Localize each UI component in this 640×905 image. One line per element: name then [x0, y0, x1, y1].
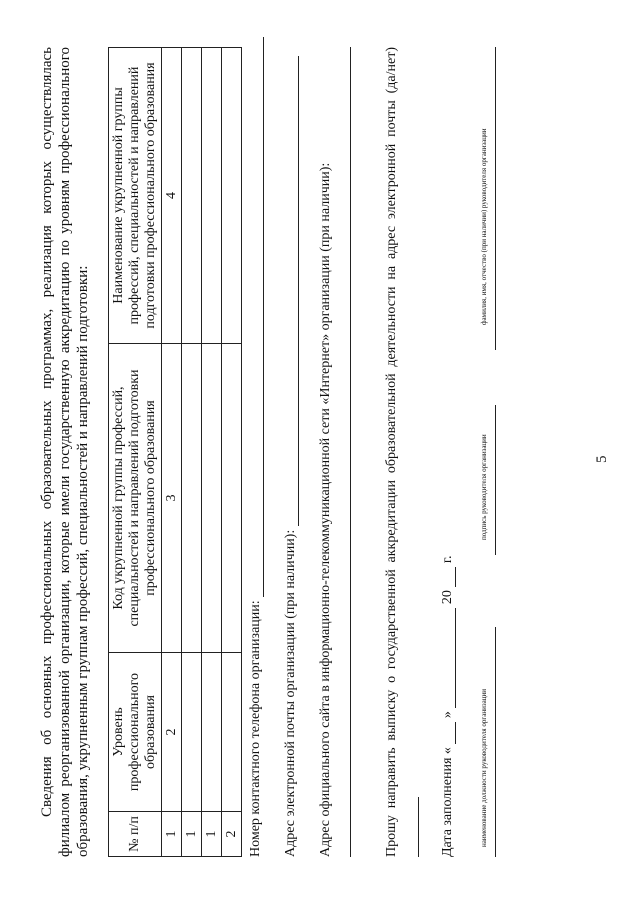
table-numbers-row — [162, 48, 182, 857]
table-row — [222, 48, 242, 857]
phone-input-line[interactable] — [249, 37, 264, 597]
phone-field — [248, 37, 264, 857]
intro-text: Сведения об основных профессиональных образовательных программах, реализация которых осуществлялась филиалом реорганизованной организации, которые имели государственную аккредитацию по уровням профессионального образования, укрупненным группам профессий, специальностей и направлений подготовки: — [39, 47, 91, 857]
table-row — [182, 48, 202, 857]
table-cell: 1 — [162, 812, 182, 857]
table-cell — [182, 48, 202, 344]
signature-caption: подпись руководителя организации — [480, 434, 488, 540]
table-cell: 3 — [162, 344, 182, 653]
header-level: Уровень профессионального образования — [109, 653, 162, 812]
programs-table — [108, 47, 242, 857]
website-label: Адрес официального сайта в информационно-телекоммуникационной сети «Интернет» организации (при наличии): — [318, 162, 333, 857]
intro-paragraph — [38, 47, 92, 857]
date-open-quote: « — [440, 747, 455, 755]
email-input-line[interactable] — [284, 56, 299, 526]
request-input-line[interactable] — [404, 797, 419, 857]
date-year-prefix: 20 — [440, 590, 455, 605]
table-header-row — [109, 48, 162, 857]
table-cell: 2 — [222, 812, 242, 857]
date-close-quote: » — [440, 711, 455, 719]
table-cell — [202, 48, 222, 344]
page-number: 5 — [594, 455, 610, 463]
table-cell — [182, 653, 202, 812]
phone-label: Номер контактного телефона организации: — [248, 600, 263, 857]
website-field — [318, 163, 334, 857]
table-cell: 2 — [162, 653, 182, 812]
table-cell — [222, 653, 242, 812]
date-field — [440, 555, 456, 857]
table-row — [202, 48, 222, 857]
table-cell: 1 — [202, 812, 222, 857]
email-field — [283, 56, 299, 857]
request-text: Прошу направить выписку о государственной аккредитации образовательной деятельности на адрес электронной почты (да/нет) — [384, 47, 399, 857]
table-cell — [222, 48, 242, 344]
website-input-line[interactable] — [350, 47, 351, 857]
table-cell: 4 — [162, 48, 182, 344]
date-label: Дата заполнения — [440, 757, 455, 857]
position-caption: наименование должности руководителя организации — [480, 689, 488, 847]
table-cell — [202, 344, 222, 653]
table-cell — [222, 344, 242, 653]
request-paragraph — [383, 47, 419, 857]
table-cell — [182, 344, 202, 653]
date-day-line[interactable] — [441, 722, 456, 744]
date-month-line[interactable] — [441, 608, 456, 708]
date-year-line[interactable] — [441, 567, 456, 587]
header-number: № п/п — [109, 812, 162, 857]
email-label: Адрес электронной почты организации (при наличии): — [283, 529, 298, 857]
date-year-suffix: г. — [440, 555, 455, 564]
header-name: Наименование укрупненной группы профессий, специальностей и направлений подготовки профессионального образования — [109, 48, 162, 344]
name-caption: фамилия, имя, отчество (при наличии) руководителя организации — [480, 128, 488, 325]
header-code: Код укрупненной группы профессий, специальностей и направлений подготовки профессионального образования — [109, 344, 162, 653]
table-cell — [202, 653, 222, 812]
table-cell: 1 — [182, 812, 202, 857]
